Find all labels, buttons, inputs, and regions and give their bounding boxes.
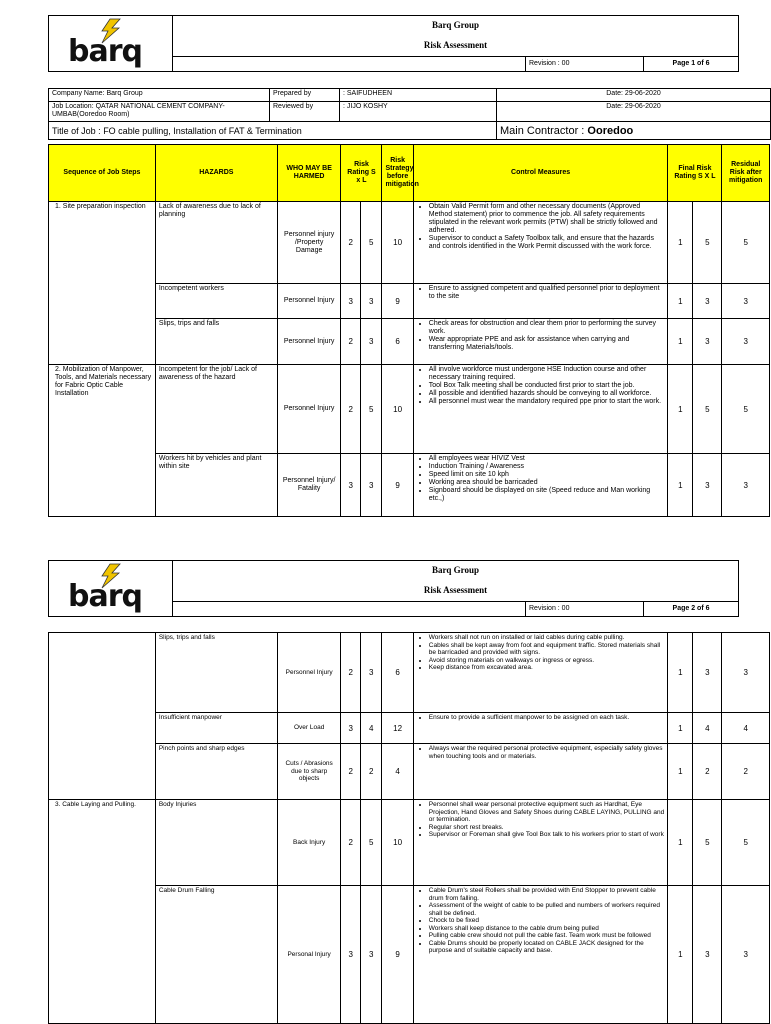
control-measures-cell <box>413 284 668 319</box>
logo-text: barq <box>68 578 142 614</box>
risk-score-cell: 6 <box>382 319 413 365</box>
hazard-cell: Insufficient manpower <box>155 713 277 744</box>
likelihood-cell: 3 <box>360 319 382 365</box>
prepared-date: Date: 29-06-2020 <box>497 89 771 102</box>
final-severity-cell: 1 <box>668 284 693 319</box>
control-measure-item: • Induction Training / Awareness <box>429 463 665 471</box>
col-control: Control Measures <box>413 145 668 202</box>
likelihood-cell: 3 <box>360 886 382 1024</box>
control-measures-cell <box>413 633 668 713</box>
who-harmed-cell: Personnel injury /Property Damage <box>277 202 341 284</box>
company-title: Barq Group <box>173 561 739 579</box>
severity-cell: 2 <box>341 633 360 713</box>
severity-cell: 3 <box>341 454 360 517</box>
final-severity-cell: 1 <box>668 319 693 365</box>
who-harmed-cell: Personnel Injury <box>277 365 341 454</box>
residual-risk-cell: 5 <box>722 365 770 454</box>
hazard-cell: Pinch points and sharp edges <box>155 744 277 800</box>
table-row <box>49 202 770 284</box>
risk-score-cell: 9 <box>382 886 413 1024</box>
table-row <box>49 800 770 886</box>
revision-label: Revision : 00 <box>526 601 644 616</box>
job-step: 1. Site preparation inspection <box>49 202 156 365</box>
page1-risk-table <box>48 144 770 517</box>
residual-risk-cell: 4 <box>722 713 770 744</box>
main-contractor: Main Contractor : Ooredoo <box>497 122 771 140</box>
job-step: 3. Cable Laying and Pulling. <box>49 800 156 1024</box>
final-likelihood-cell: 3 <box>693 454 722 517</box>
control-measure-item: • Assessment of the weight of cable to be pulled and numbers of workers required shall be defined. <box>429 902 665 917</box>
hazard-cell: Body Injuries <box>155 800 277 886</box>
reviewed-by: : JIJO KOSHY <box>340 102 497 122</box>
severity-cell: 3 <box>341 886 360 1024</box>
residual-risk-cell: 3 <box>722 454 770 517</box>
severity-cell: 2 <box>341 202 360 284</box>
logo-text: barq <box>68 33 142 69</box>
control-measures-cell <box>413 319 668 365</box>
hazard-cell: Lack of awareness due to lack of planning <box>155 202 277 284</box>
who-harmed-cell: Over Load <box>277 713 341 744</box>
risk-score-cell: 10 <box>382 365 413 454</box>
residual-risk-cell: 5 <box>722 800 770 886</box>
control-measure-item: • Signboard should be displayed on site (Speed reduce and Man working etc.,) <box>429 487 665 503</box>
control-measure-item: • Pulling cable crew should not pull the cable fast. Team work must be followed <box>429 932 665 940</box>
control-measure-item: • Ensure to assigned competent and qualified personnel prior to deployment to the site <box>429 285 665 301</box>
job-location: Job Location: QATAR NATIONAL CEMENT COMPANY-UMBAB(Ooredoo Room) <box>49 102 270 122</box>
control-measure-item: • All involve workforce must undergone HSE Induction course and other necessary training required. <box>429 366 665 382</box>
hazard-cell: Incompetent workers <box>155 284 277 319</box>
residual-risk-cell: 3 <box>722 284 770 319</box>
table-row <box>49 454 770 517</box>
control-measure-item: • All employees wear HIVIZ Vest <box>429 455 665 463</box>
likelihood-cell: 2 <box>360 744 382 800</box>
final-likelihood-cell: 5 <box>693 365 722 454</box>
who-harmed-cell: Personnel Injury <box>277 633 341 713</box>
table-row <box>49 284 770 319</box>
likelihood-cell: 5 <box>360 202 382 284</box>
final-likelihood-cell: 5 <box>693 202 722 284</box>
control-measure-item: • Speed limit on site 10 kph <box>429 471 665 479</box>
control-measure-item: • All possible and identified hazards should be conveying to all workforce. <box>429 390 665 398</box>
control-measures-cell <box>413 800 668 886</box>
risk-score-cell: 9 <box>382 284 413 319</box>
severity-cell: 3 <box>341 284 360 319</box>
revision-label: Revision : 00 <box>526 56 644 71</box>
table-row <box>49 633 770 713</box>
risk-score-cell: 12 <box>382 713 413 744</box>
severity-cell: 3 <box>341 713 360 744</box>
logo-cell <box>49 16 173 72</box>
table-row <box>49 744 770 800</box>
final-likelihood-cell: 3 <box>693 886 722 1024</box>
residual-risk-cell: 2 <box>722 744 770 800</box>
col-residual: Residual Risk after mitigation <box>722 145 770 202</box>
final-severity-cell: 1 <box>668 633 693 713</box>
risk-score-cell: 10 <box>382 800 413 886</box>
control-measures-cell <box>413 713 668 744</box>
table-row <box>49 319 770 365</box>
residual-risk-cell: 3 <box>722 886 770 1024</box>
final-likelihood-cell: 2 <box>693 744 722 800</box>
likelihood-cell: 3 <box>360 284 382 319</box>
page1-info <box>48 88 771 140</box>
who-harmed-cell: Cuts / Abrasions due to sharp objects <box>277 744 341 800</box>
hazard-cell: Workers hit by vehicles and plant within site <box>155 454 277 517</box>
control-measures-cell <box>413 886 668 1024</box>
risk-score-cell: 6 <box>382 633 413 713</box>
severity-cell: 2 <box>341 744 360 800</box>
who-harmed-cell: Personnel Injury/ Fatality <box>277 454 341 517</box>
reviewed-by-label: Reviewed by <box>270 102 340 122</box>
control-measures-cell <box>413 202 668 284</box>
risk-score-cell: 9 <box>382 454 413 517</box>
likelihood-cell: 4 <box>360 713 382 744</box>
col-hazards: HAZARDS <box>155 145 277 202</box>
col-who: WHO MAY BE HARMED <box>277 145 341 202</box>
prepared-by-label: Prepared by <box>270 89 340 102</box>
control-measure-item: • Obtain Valid Permit form and other necessary documents (Approved Method statement) prior to commence the job. All safety requirements stipulated in the relevant work permits (PTW) shall be strictly followed and adhered. <box>429 203 665 235</box>
final-severity-cell: 1 <box>668 202 693 284</box>
page2-risk-table <box>48 632 770 1024</box>
who-harmed-cell: Personal Injury <box>277 886 341 1024</box>
table-row <box>49 713 770 744</box>
job-step <box>49 633 156 800</box>
company-name: Company Name: Barq Group <box>49 89 270 102</box>
risk-score-cell: 4 <box>382 744 413 800</box>
hazard-cell: Incompetent for the job/ Lack of awareness of the hazard <box>155 365 277 454</box>
control-measure-item: • Supervisor or Foreman shall give Tool Box talk to his workers prior to start of work <box>429 831 665 839</box>
final-severity-cell: 1 <box>668 454 693 517</box>
final-severity-cell: 1 <box>668 713 693 744</box>
col-risk-rating: Risk Rating S x L <box>341 145 382 202</box>
final-likelihood-cell: 4 <box>693 713 722 744</box>
final-likelihood-cell: 3 <box>693 319 722 365</box>
control-measure-item: • Cables shall be kept away from foot and equipment traffic. Stored materials shall be barricaded and provided with signs. <box>429 642 665 657</box>
final-likelihood-cell: 3 <box>693 284 722 319</box>
page1-header <box>48 15 739 72</box>
reviewed-date: Date: 29-06-2020 <box>497 102 771 122</box>
table-row <box>49 886 770 1024</box>
control-measure-item: • Check areas for obstruction and clear them prior to performing the survey work. <box>429 320 665 336</box>
control-measure-item: • Cable Drum's steel Rollers shall be provided with End Stopper to prevent cable drum from falling. <box>429 887 665 902</box>
control-measure-item: • Working area should be barricaded <box>429 479 665 487</box>
control-measure-item: • Supervisor to conduct a Safety Toolbox talk, and ensure that the hazards and controls identified in the Work Permit discussed with the work force. <box>429 235 665 251</box>
control-measure-item: • Cable Drums should be properly located on CABLE JACK designed for the purpose and of suitable capacity and base. <box>429 940 665 955</box>
severity-cell: 2 <box>341 319 360 365</box>
likelihood-cell: 5 <box>360 800 382 886</box>
control-measure-item: • Always wear the required personal protective equipment, especially safety gloves when touching tools and or materials. <box>429 745 665 760</box>
who-harmed-cell: Personnel Injury <box>277 319 341 365</box>
control-measure-item: • Keep distance from excavated area. <box>429 664 665 672</box>
risk-score-cell: 10 <box>382 202 413 284</box>
control-measure-item: • Personnel shall wear personal protective equipment such as Hardhat, Eye Projection, Hand Gloves and Safety Shoes during CABLE LAYING, PULLING and or termination. <box>429 801 665 824</box>
page-number: Page 1 of 6 <box>644 56 739 71</box>
severity-cell: 2 <box>341 365 360 454</box>
document-title: Risk Assessment <box>173 579 739 601</box>
hazard-cell: Cable Drum Falling <box>155 886 277 1024</box>
col-final: Final Risk Rating S X L <box>668 145 722 202</box>
control-measure-item: • Wear appropriate PPE and ask for assistance when carrying and transferring Materials/tools. <box>429 336 665 352</box>
residual-risk-cell: 3 <box>722 633 770 713</box>
prepared-by: : SAIFUDHEEN <box>340 89 497 102</box>
company-title: Barq Group <box>173 16 739 34</box>
page2-header <box>48 560 739 617</box>
final-likelihood-cell: 3 <box>693 633 722 713</box>
likelihood-cell: 3 <box>360 454 382 517</box>
control-measure-item: • Workers shall not run on installed or laid cables during cable pulling. <box>429 634 665 642</box>
residual-risk-cell: 3 <box>722 319 770 365</box>
control-measures-cell <box>413 744 668 800</box>
final-severity-cell: 1 <box>668 365 693 454</box>
table-row <box>49 365 770 454</box>
control-measure-item: • Tool Box Talk meeting shall be conducted first prior to start the job. <box>429 382 665 390</box>
control-measures-cell <box>413 454 668 517</box>
control-measures-cell <box>413 365 668 454</box>
job-step: 2. Mobilization of Manpower, Tools, and Materials necessary for Fabric Optic Cable Installation <box>49 365 156 517</box>
control-measure-item: • Avoid storing materials on walkways or ingress or egress. <box>429 657 665 665</box>
control-measure-item: • Ensure to provide a sufficient manpower to be assigned on each task. <box>429 714 665 722</box>
control-measure-item: • Workers shall keep distance to the cable drum being pulled <box>429 925 665 933</box>
final-likelihood-cell: 5 <box>693 800 722 886</box>
final-severity-cell: 1 <box>668 744 693 800</box>
page-number: Page 2 of 6 <box>644 601 739 616</box>
hazard-cell: Slips, trips and falls <box>155 633 277 713</box>
job-title: Title of Job : FO cable pulling, Installation of FAT & Termination <box>49 122 497 140</box>
final-severity-cell: 1 <box>668 886 693 1024</box>
final-severity-cell: 1 <box>668 800 693 886</box>
control-measure-item: • All personnel must wear the mandatory required ppe prior to start the work. <box>429 398 665 406</box>
logo-cell <box>49 561 173 617</box>
likelihood-cell: 3 <box>360 633 382 713</box>
control-measure-item: • Regular short rest breaks. <box>429 824 665 832</box>
hazard-cell: Slips, trips and falls <box>155 319 277 365</box>
document-title: Risk Assessment <box>173 34 739 56</box>
who-harmed-cell: Personnel Injury <box>277 284 341 319</box>
who-harmed-cell: Back Injury <box>277 800 341 886</box>
col-risk-strategy: Risk Strategy before mitigation <box>382 145 413 202</box>
severity-cell: 2 <box>341 800 360 886</box>
control-measure-item: • Chock to be fixed <box>429 917 665 925</box>
likelihood-cell: 5 <box>360 365 382 454</box>
col-seq: Sequence of Job Steps <box>49 145 156 202</box>
residual-risk-cell: 5 <box>722 202 770 284</box>
